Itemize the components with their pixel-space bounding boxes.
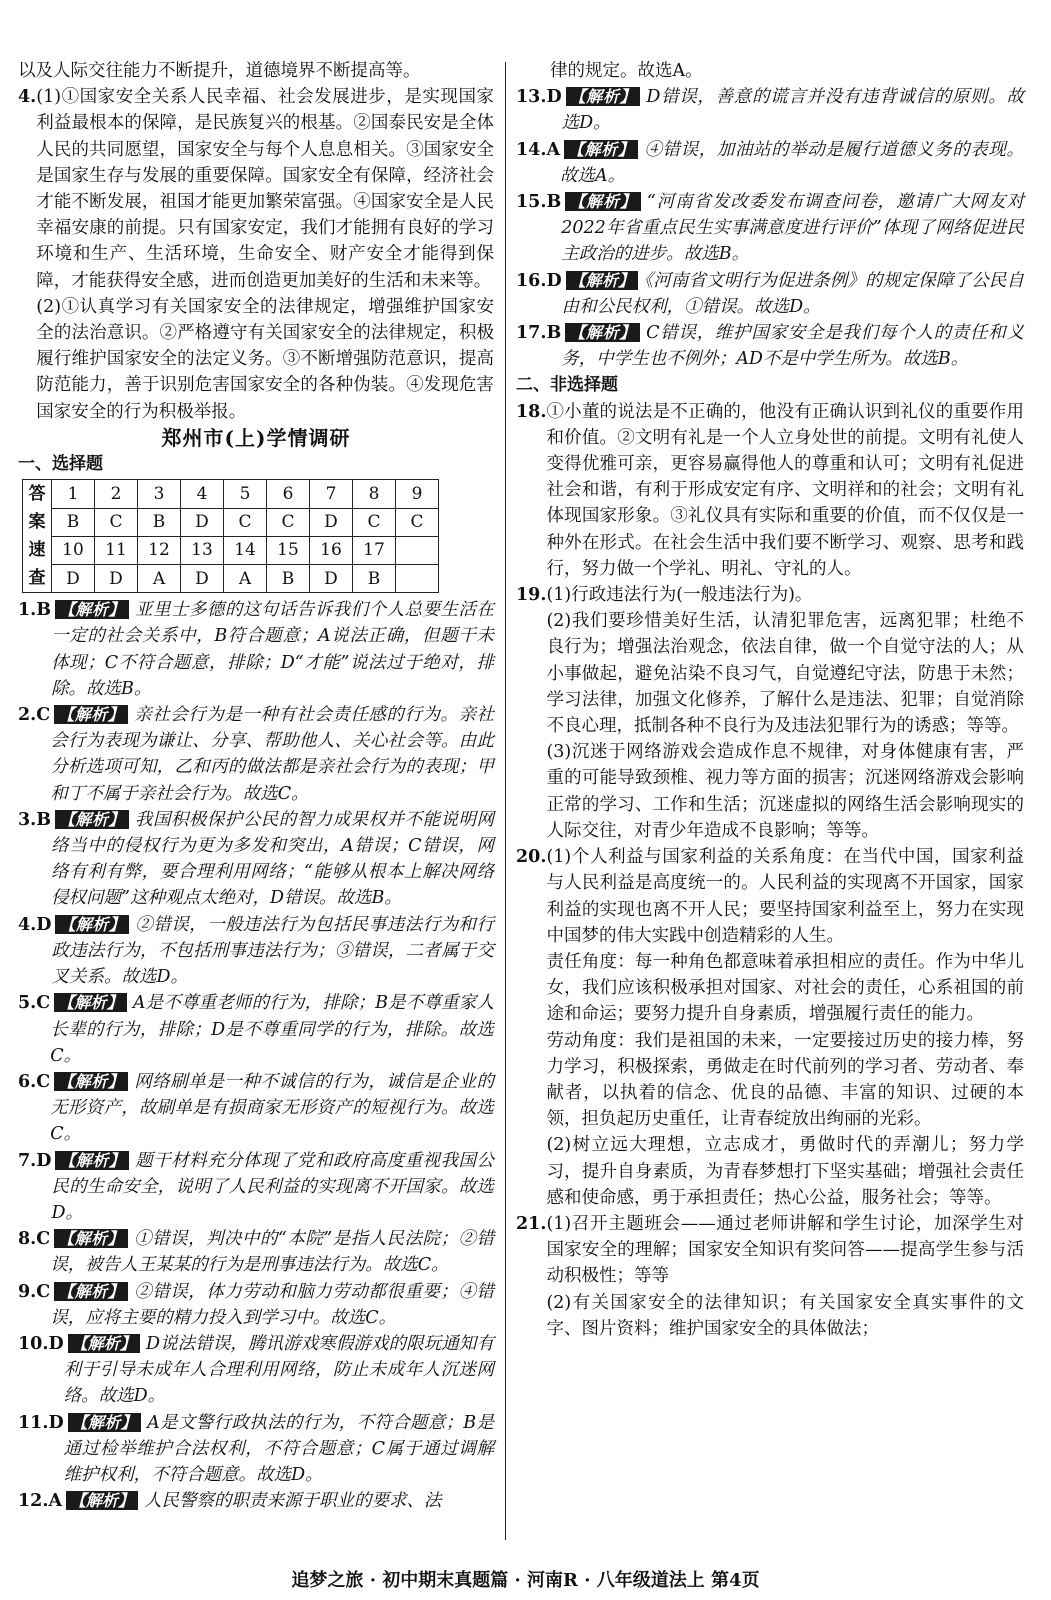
analysis-tag: 【解析】 [55, 915, 129, 934]
answer-explanation: D说法错误，腾讯游戏寒假游戏的限玩通知有利于引导未成年人合理利用网络，防止未成年人沉迷网络。故选D。 [63, 1333, 494, 1407]
answer-number: 6.C [18, 1071, 51, 1092]
question-20 [516, 844, 1024, 1211]
answer-item [516, 189, 1024, 268]
analysis-tag: 【解析】 [566, 87, 641, 106]
table-cell: C [396, 508, 439, 536]
page-footer: 追梦之旅 · 初中期末真题篇 · 河南R · 八年级道法上 第4页 [291, 1570, 760, 1591]
question-19 [516, 582, 1024, 844]
answer-explanation: 我国积极保护公民的智力成果权并不能说明网络当中的侵权行为更为多发和突出，A错误；C错误，网络有利有弊，要合理利用网络；“能够从根本上解决网络侵权问题”这种观点太绝对，D错误。故选B。 [51, 809, 494, 909]
answer-number: 13.D [516, 87, 562, 108]
intro-line: 以及人际交往能力不断提升，道德境界不断提高等。 [18, 61, 421, 81]
analysis-tag: 【解析】 [54, 1282, 128, 1301]
q21-part1: (1)召开主题班会——通过老师讲解和学生讨论，加深学生对国家安全的理解；国家安全知识有奖问答——提高学生参与活动积极性；等等 [546, 1213, 1024, 1287]
answer-explanation: A是不尊重老师的行为，排除；B是不尊重家人长辈的行为，排除；D是不尊重同学的行为，排除。故选C。 [50, 993, 494, 1066]
table-cell: C [95, 508, 138, 536]
answer-explanation: “河南省发改委发布调查问卷，邀请广大网友对2022年省重点民生实事满意度进行评价”体现了网络促进民主政治的进步。故选B。 [561, 192, 1024, 265]
table-cell: C [267, 508, 310, 536]
choice-header: 一、选择题 [18, 454, 103, 475]
answer-item [18, 1410, 494, 1489]
question-number: 20. [516, 847, 547, 868]
table-cell: D [310, 565, 353, 593]
answer-explanation: 亚里士多德的这句话告诉我们个人总要生活在一定的社会关系中，B符合题意；A说法正确，但题干未体现；C不符合题意，排除；D“才能”说法过于绝对，排除。故选B。 [51, 600, 494, 699]
question-number: 18. [516, 401, 547, 422]
q20-part4: (2)树立远大理想，立志成才，勇做时代的弄潮儿；努力学习，提升自身素质，为青春梦想打下坚实基础；增强社会责任感和使命感，勇于承担责任；热心公益，服务社会；等等。 [546, 1135, 1024, 1208]
analysis-tag: 【解析】 [55, 600, 129, 619]
q20-part2: 责任角度：每一种角色都意味着承担相应的责任。作为中华儿女，我们应该积极承担对国家、对社会的责任，心系祖国的前途和命运；要努力提升自身素质，增强履行责任的能力。 [546, 951, 1024, 1025]
table-cell: D [310, 508, 353, 536]
answer-number: 2.C [18, 705, 51, 726]
question-number: 4. [18, 87, 37, 108]
answer-explanation: 亲社会行为是一种有社会责任感的行为。亲社会行为表现为谦让、分享、帮助他人、关心社会等。由此分析选项可知，乙和丙的做法都是亲社会行为的表现；甲和丁不属于亲社会行为。故选C。 [50, 705, 494, 804]
analysis-tag: 【解析】 [68, 1334, 140, 1353]
answer-item [18, 1488, 494, 1514]
answer-item [18, 807, 494, 912]
table-cell: D [181, 508, 224, 536]
table-cell: D [52, 565, 95, 593]
answer-item [18, 1279, 494, 1331]
table-cell: 15 [267, 536, 310, 564]
answer-number: 10.D [18, 1333, 64, 1354]
answer-item [516, 84, 1024, 136]
answer-number: 4.D [18, 914, 52, 935]
analysis-tag: 【解析】 [565, 192, 641, 211]
section-title: 郑州市(上)学情调研 [161, 425, 351, 450]
table-cell: 6 [267, 480, 310, 508]
answer-item [516, 137, 1024, 189]
answer-number: 3.B [18, 809, 52, 830]
answer-table-side-label: 答 案 速 查 [23, 480, 52, 593]
q4-part2: (2)①认真学习有关国家安全的法律规定，增强维护国家安全的法治意识。②严格遵守有关国家安全的法律规定，积极履行维护国家安全的法定义务。③不断增强防范意识，提高防范能力，善于识别危害国家安全的各种伪装。④发现危害国家安全的行为积极举报。 [36, 296, 494, 422]
table-cell: 3 [138, 480, 181, 508]
answer-table [22, 479, 439, 593]
q19-part1: (1)行政违法行为(一般违法行为)。 [546, 585, 813, 606]
table-cell: 12 [138, 536, 181, 564]
answer-number: 16.D [516, 270, 562, 291]
column-divider [505, 62, 506, 1540]
nonchoice-header: 二、非选择题 [516, 375, 618, 396]
table-cell [396, 565, 439, 593]
left-answer-list [18, 597, 494, 1514]
q4-part1: (1)①国家安全关系人民幸福、社会发展进步，是实现国家利益最根本的保障，是民族复兴的根基。②国泰民安是全体人民的共同愿望，国家安全与每个人息息相关。③国家安全是国家生存与发展的重要保障。国家安全有保障，经济社会才能不断发展，祖国才能更加繁荣富强。④国家安全是人民幸福安康的前提。只有国家安定，我们才能拥有良好的学习环境和生产、生活环境，生命安全、财产安全才能得到保障，才能获得安全感，进而创造更加美好的生活和未来等。 [36, 87, 494, 291]
analysis-tag: 【解析】 [55, 1151, 129, 1170]
q19-part2: (2)我们要珍惜美好生活，认清犯罪危害，远离犯罪；杜绝不良行为；增强法治观念，依法自律，做一个自觉守法的人；从小事做起，避免沾染不良习气，自觉遵纪守法，防患于未然；学习法律，加强文化修养，了解什么是违法、犯罪；自觉消除不良心理，抵制各种不良行为及违法犯罪行为的诱惑；等等。 [546, 611, 1024, 737]
answer-item [18, 912, 494, 991]
q18-text: ①小董的说法是不正确的，他没有正确认识到礼仪的重要作用和价值。②文明有礼是一个人立身处世的前提。文明有礼使人变得优雅可亲，更容易赢得他人的尊重和认可；文明有礼促进社会和谐，有利于形成安定有序、文明祥和的社会；文明有礼体现国家形象。③礼仪具有实际和重要的价值，而不仅仅是一种外在形式。在社会生活中我们要不断学习、观察、思考和践行，努力做一个学礼、明礼、守礼的人。 [546, 401, 1024, 579]
table-cell: D [181, 565, 224, 593]
answer-explanation: D错误，善意的谎言并没有违背诚信的原则。故选D。 [561, 87, 1024, 134]
right-answer-list [516, 84, 1024, 372]
table-cell: 10 [52, 536, 95, 564]
table-cell: 5 [224, 480, 267, 508]
table-cell: B [267, 565, 310, 593]
answer-number: 11.D [18, 1412, 64, 1433]
answer-number: 1.B [18, 600, 52, 621]
table-cell [396, 536, 439, 564]
table-cell: B [52, 508, 95, 536]
analysis-tag: 【解析】 [54, 993, 127, 1012]
table-cell: 8 [353, 480, 396, 508]
answer-explanation: ④错误，加油站的举动是履行道德义务的表现。故选A。 [560, 139, 1024, 186]
table-cell: B [138, 508, 181, 536]
question-18 [516, 399, 1024, 582]
left-column [18, 58, 494, 1514]
answer-item [18, 1331, 494, 1410]
table-cell: B [353, 565, 396, 593]
analysis-tag: 【解析】 [54, 1229, 128, 1248]
analysis-tag: 【解析】 [66, 1491, 138, 1510]
answer-item [18, 1148, 494, 1227]
answer-item [18, 990, 494, 1069]
analysis-tag: 【解析】 [54, 1072, 128, 1091]
answer-explanation: 《河南省文明行为促进条例》的规定保障了公民自由和公民权利，①错误。故选D。 [561, 270, 1024, 317]
answer-item [18, 1069, 494, 1148]
answer-item [516, 320, 1024, 372]
continued-line: 律的规定。故选A。 [550, 61, 703, 81]
answer-number: 5.C [18, 993, 51, 1014]
table-cell: 4 [181, 480, 224, 508]
analysis-tag: 【解析】 [566, 271, 639, 290]
table-cell: 17 [353, 536, 396, 564]
table-cell: 1 [52, 480, 95, 508]
answer-explanation: C错误，维护国家安全是我们每个人的责任和义务，中学生也不例外；AD不是中学生所为。故选B。 [561, 323, 1024, 370]
table-cell: 11 [95, 536, 138, 564]
table-cell: D [95, 565, 138, 593]
analysis-tag: 【解析】 [54, 705, 128, 724]
table-cell: 16 [310, 536, 353, 564]
question-number: 21. [516, 1213, 547, 1234]
analysis-tag: 【解析】 [565, 323, 640, 342]
answer-explanation: ①错误，判决中的“本院”是指人民法院；②错误，被告人王某某的行为是刑事违法行为。故选C。 [50, 1229, 494, 1276]
table-cell: 2 [95, 480, 138, 508]
q20-part3: 劳动角度：我们是祖国的未来，一定要接过历史的接力棒，努力学习，积极探索，勇做走在时代前列的学习者、劳动者、奉献者，以执着的信念、优良的品德、丰富的知识、过硬的本领，担负起历史重任，让青春绽放出绚丽的光彩。 [546, 1030, 1024, 1130]
table-cell: C [353, 508, 396, 536]
table-cell: 7 [310, 480, 353, 508]
answer-number: 7.D [18, 1150, 52, 1171]
answer-number: 12.A [18, 1491, 63, 1512]
answer-explanation: 题干材料充分体现了党和政府高度重视我国公民的生命安全，说明了人民利益的实现离不开国家。故选D。 [51, 1150, 494, 1223]
analysis-tag: 【解析】 [564, 140, 638, 159]
table-cell: 13 [181, 536, 224, 564]
right-column [516, 58, 1024, 1342]
analysis-tag: 【解析】 [55, 810, 129, 829]
answer-item [516, 268, 1024, 320]
table-cell: A [138, 565, 181, 593]
analysis-tag: 【解析】 [68, 1413, 141, 1432]
question-4 [18, 84, 494, 425]
answer-number: 14.A [516, 139, 561, 160]
answer-number: 9.C [18, 1281, 51, 1302]
question-21 [516, 1211, 1024, 1342]
question-number: 19. [516, 585, 547, 606]
answer-explanation: A是文警行政执法的行为，不符合题意；B是通过检举维护合法权利，不符合题意；C属于通过调解维护权利，不符合题意。故选D。 [63, 1412, 494, 1485]
table-cell: 14 [224, 536, 267, 564]
table-cell: C [224, 508, 267, 536]
answer-explanation: ②错误，体力劳动和脑力劳动都很重要；④错误，应将主要的精力投入到学习中。故选C。 [50, 1281, 494, 1328]
answer-number: 15.B [516, 192, 562, 213]
q21-part2: (2)有关国家安全的法律知识；有关国家安全真实事件的文字、图片资料；维护国家安全的具体做法； [546, 1292, 1024, 1339]
answer-explanation: 网络刷单是一种不诚信的行为，诚信是企业的无形资产，故刷单是有损商家无形资产的短视行为。故选C。 [50, 1071, 494, 1145]
q20-part1: (1)个人利益与国家利益的关系角度：在当代中国，国家利益与人民利益是高度统一的。人民利益的实现离不开国家，国家利益的实现也离不开人民；要坚持国家利益至上，努力在实现中国梦的伟大实践中创造精彩的人生。 [546, 847, 1024, 946]
q19-part3: (3)沉迷于网络游戏会造成作息不规律，对身体健康有害，严重的可能导致颈椎、视力等方面的损害；沉迷网络游戏会影响正常的学习、工作和生活；沉迷虚拟的网络生活会影响现实的人际交往，对青少年造成不良影响；等等。 [546, 742, 1024, 841]
table-cell: 9 [396, 480, 439, 508]
answer-explanation: 人民警察的职责来源于职业的要求、法 [144, 1491, 442, 1512]
answer-item [18, 702, 494, 807]
answer-number: 17.B [516, 323, 562, 344]
answer-explanation: ②错误，一般违法行为包括民事违法行为和行政违法行为，不包括刑事违法行为；③错误，二者属于交叉关系。故选D。 [51, 914, 494, 988]
answer-item [18, 597, 494, 702]
answer-item [18, 1226, 494, 1278]
table-cell: A [224, 565, 267, 593]
answer-number: 8.C [18, 1229, 51, 1250]
